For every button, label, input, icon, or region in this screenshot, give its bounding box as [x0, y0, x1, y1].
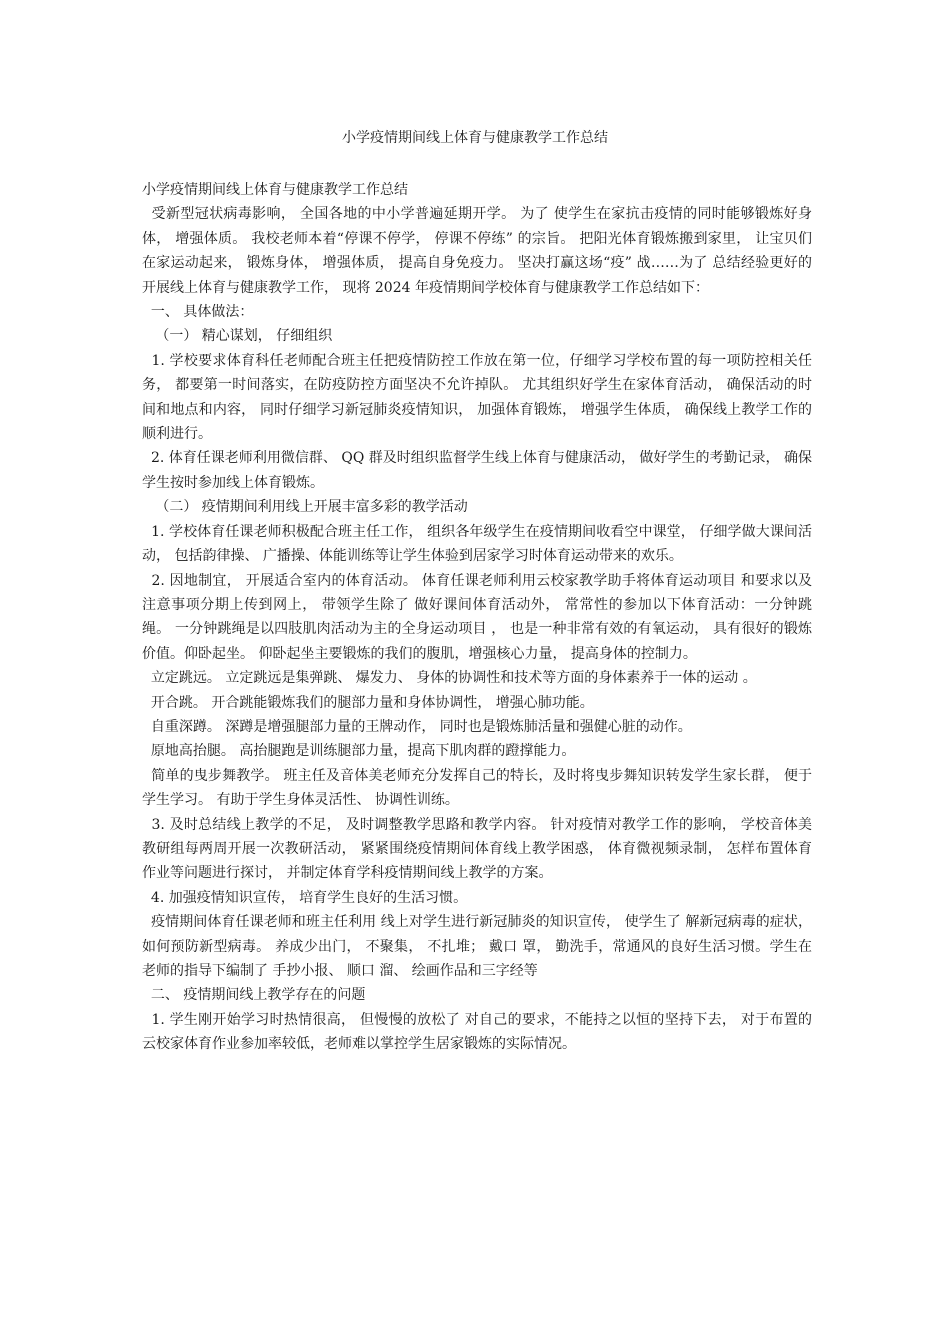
body-paragraph: 4. 加强疫情知识宣传， 培育学生良好的生活习惯。: [142, 889, 468, 906]
section-heading: 二、 疫情期间线上教学存在的问题: [142, 987, 366, 1004]
body-paragraph: 疫情期间体育任课老师和班主任利用 线上对学生进行新冠肺炎的知识宣传， 使学生了 解新冠病毒的症状， 如何预防新型病毒。 养成少出门， 不聚集， 不扎堆； 戴口 罩， 勤洗手，常通风的良好生活习惯。学生在老师的指导下编制了 手抄小报、 顺口 溜、 绘画作品和三字经等: [142, 914, 817, 979]
body-paragraph: 2. 体育任课老师利用微信群、 QQ 群及时组织监督学生线上体育与健康活动， 做好学生的考勤记录， 确保学生按时参加线上体育锻炼。: [142, 450, 813, 491]
subsection-heading: （二） 疫情期间利用线上开展丰富多彩的教学活动: [142, 499, 468, 516]
body-paragraph: 2. 因地制宜， 开展适合室内的体育活动。 体育任课老师利用云校家教学助手将体育运动项目 和要求以及注意事项分期上传到网上， 带领学生除了 做好课间体育活动外， 常常性的参加以下体育活动：一分钟跳绳。 一分钟跳绳是以四肢肌肉活动为主的全身运动项目 ， 也是一种非常有效的有氧运动， 具有很好的锻炼价值。仰卧起坐。 仰卧起坐主要锻炼的我们的腹肌，增强核心力量， 提高身体的控制力。: [142, 572, 813, 662]
body-paragraph: 简单的曳步舞教学。 班主任及音体美老师充分发挥自己的特长，及时将曳步舞知识转发学生家长群， 便于学生学习。 有助于学生身体灵活性、 协调性训练。: [142, 767, 813, 809]
document-body: [142, 178, 817, 1057]
body-paragraph: 3. 及时总结线上教学的不足， 及时调整教学思路和教学内容。 针对疫情对教学工作的影响， 学校音体美教研组每两周开展一次教研活动， 紧紧围绕疫情期间体育线上教学困惑， 体育微视频录制， 怎样布置体育作业等问题进行探讨， 并制定体育学科疫情期间线上教学的方案。: [142, 816, 813, 882]
subtitle-line: 小学疫情期间线上体育与健康教学工作总结: [142, 182, 408, 198]
body-paragraph: 立定跳远。 立定跳远是集弹跳、 爆发力、 身体的协调性和技术等方面的身体素养于一体的运动 。: [142, 670, 757, 687]
body-paragraph: 原地高抬腿。 高抬腿跑是训练腿部力量，提高下肌肉群的蹬撑能力。: [142, 743, 576, 760]
intro-paragraph: 受新型冠状病毒影响， 全国各地的中小学普遍延期开学。 为了 使学生在家抗击疫情的同时能够锻炼好身体， 增强体质。 我校老师本着“停课不停学， 停课不停练” 的宗旨。 把阳光体育锻炼搬到家里， 让宝贝们在家运动起来， 锻炼身体， 增强体质， 提高自身免疫力。 坚决打赢这场“疫” 战……为了 总结经验更好的开展线上体育与健康教学工作， 现将 2024 年疫情期间学校体育与健康教学工作总结如下：: [142, 206, 812, 296]
body-paragraph: 自重深蹲。 深蹲是增强腿部力量的王牌动作， 同时也是锻炼肺活量和强健心脏的动作。: [142, 718, 692, 735]
body-paragraph: 1. 学生刚开始学习时热情很高， 但慢慢的放松了 对自己的要求，不能持之以恒的坚持下去， 对于布置的云校家体育作业参加率较低，老师难以掌控学生居家锻炼的实际情况。: [142, 1011, 813, 1053]
body-paragraph: 1. 学校体育任课老师积极配合班主任工作， 组织各年级学生在疫情期间收看空中课堂， 仔细学做大课间活动， 包括韵律操、 广播操、体能训练等让学生体验到居家学习时体育运动带来的欢乐。: [142, 523, 812, 565]
subsection-heading: （一） 精心谋划， 仔细组织: [142, 328, 333, 345]
body-paragraph: 1. 学校要求体育科任老师配合班主任把疫情防控工作放在第一位，仔细学习学校布置的每一项防控相关任务， 都要第一时间落实，在防疫防控方面坚决不允许掉队。 尤其组织好学生在家体育活动， 确保活动的时间和地点和内容， 同时仔细学习新冠肺炎疫情知识， 加强体育锻炼， 增强学生体质， 确保线上教学工作的顺利进行。: [142, 352, 812, 443]
body-paragraph: 开合跳。 开合跳能锻炼我们的腿部力量和身体协调性， 增强心肺功能。: [142, 694, 594, 711]
section-heading: 一、 具体做法：: [142, 304, 254, 321]
document-title: 小学疫情期间线上体育与健康教学工作总结: [342, 130, 608, 146]
